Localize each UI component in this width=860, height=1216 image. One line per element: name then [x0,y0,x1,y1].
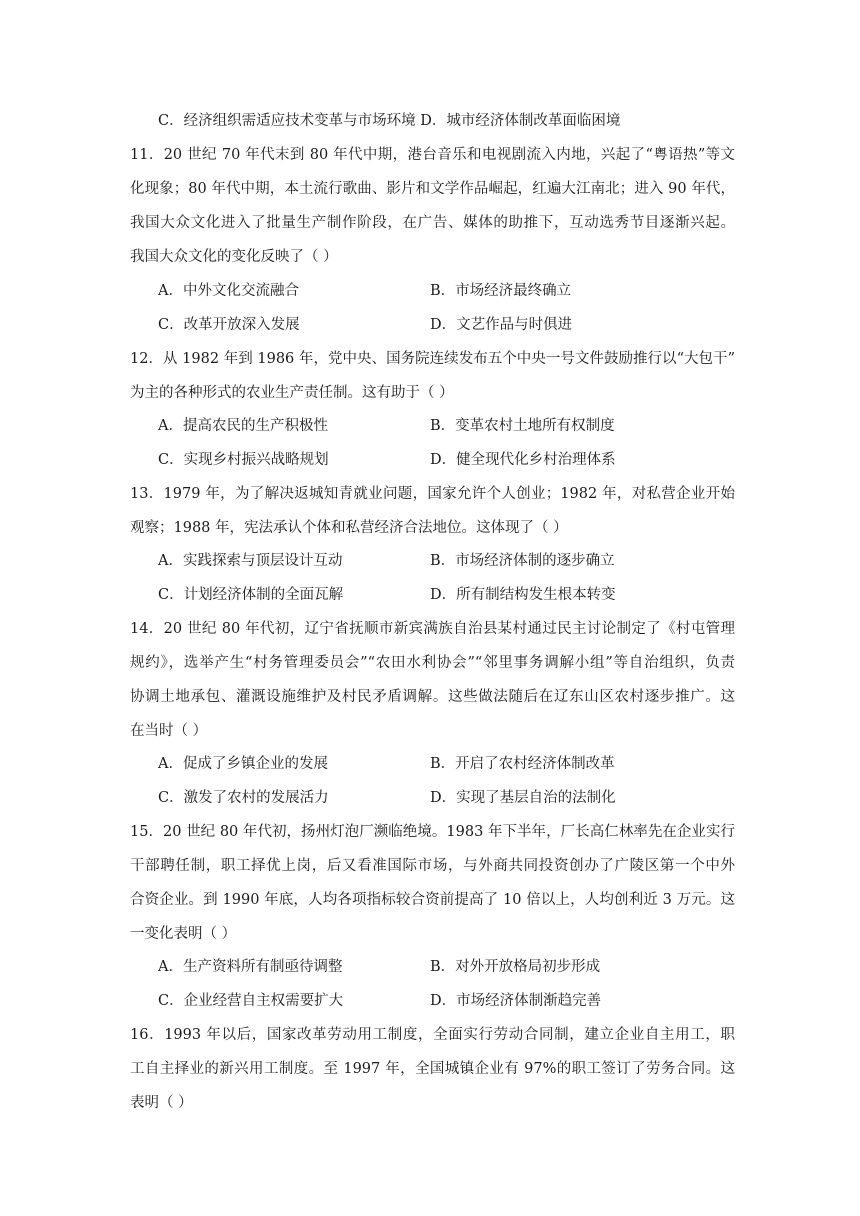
question-11-line-4: 我国大众文化的变化反映了（ ） [130,249,338,265]
question-15-line-4: 一变化表明（ ） [130,926,237,942]
question-13-line-2: 观察；1988 年，宪法承认个体和私营经济合法地位。这体现了（ ） [130,520,568,536]
question-15-option-b: B．对外开放格局初步形成 [430,959,601,975]
question-12-option-b: B．变革农村土地所有权制度 [430,418,615,434]
question-14-option-d: D．实现了基层自治的法制化 [430,790,616,806]
question-15-line-2: 干部聘任制，职工择优上岗，后又看准国际市场，与外商共同投资创办了广陵区第一个中外 [130,858,735,874]
question-12-option-c: C．实现乡村振兴战略规划 [158,452,329,468]
question-14-line-3: 协调土地承包、灌溉设施维护及村民矛盾调解。这些做法随后在辽东山区农村逐步推广。这 [130,689,735,705]
question-13-option-b: B．市场经济体制的逐步确立 [430,553,615,569]
question-15-option-d: D．市场经济体制渐趋完善 [430,993,602,1009]
question-15-option-a: A．生产资料所有制亟待调整 [158,959,343,975]
question-14-option-c: C．激发了农村的发展活力 [158,790,329,806]
question-13-line-1: 13．1979 年，为了解决返城知青就业问题，国家允许个人创业；1982 年，对私营企业开始 [130,486,735,502]
question-11-line-3: 我国大众文化进入了批量生产制作阶段，在广告、媒体的助推下，互动选秀节目逐渐兴起。 [130,215,735,231]
question-12-option-d: D．健全现代化乡村治理体系 [430,452,616,468]
question-11-option-a: A．中外文化交流融合 [158,283,299,299]
question-14-option-b: B．开启了农村经济体制改革 [430,756,615,772]
question-11-option-c: C．改革开放深入发展 [158,317,300,333]
question-11-option-b: B．市场经济最终确立 [430,283,572,299]
question-14-option-a: A．促成了乡镇企业的发展 [158,756,328,772]
question-11-line-2: 化现象；80 年代中期，本土流行歌曲、影片和文学作品崛起，红遍大江南北；进入 90 年代， [130,181,735,197]
question-11-line-1: 11．20 世纪 70 年代末到 80 年代中期，港台音乐和电视剧流入内地，兴起了“粤语热”等文 [130,147,735,163]
question-14-line-2: 规约》，选举产生“村务管理委员会”“农田水利协会”“邻里事务调解小组”等自治组织，负责 [130,655,735,671]
question-15-line-3: 合资企业。到 1990 年底，人均各项指标较合资前提高了 10 倍以上，人均创利近 3 万元。这 [130,892,735,908]
question-16-line-1: 16．1993 年以后，国家改革劳动用工制度，全面实行劳动合同制，建立企业自主用工，职 [130,1027,735,1043]
question-11-option-d: D．文艺作品与时俱进 [430,317,573,333]
question-12-line-1: 12．从 1982 年到 1986 年，党中央、国务院连续发布五个中央一号文件鼓励推行以“大包干” [130,351,735,367]
question-15-line-1: 15．20 世纪 80 年代初，扬州灯泡厂濒临绝境。1983 年下半年，厂长高仁林率先在企业实行 [130,824,735,840]
question-16-line-3: 表明（ ） [130,1095,193,1111]
question-14-line-1: 14．20 世纪 80 年代初，辽宁省抚顺市新宾满族自治县某村通过民主讨论制定了《村屯管理 [130,621,735,637]
question-13-option-a: A．实践探索与顶层设计互动 [158,553,343,569]
question-16-line-2: 工自主择业的新兴用工制度。至 1997 年，全国城镇企业有 97%的职工签订了劳务合同。这 [130,1061,735,1077]
question-13-option-c: C．计划经济体制的全面瓦解 [158,587,344,603]
question-15-option-c: C．企业经营自主权需要扩大 [158,993,344,1009]
option-c-continued: C．经济组织需适应技术变革与市场环境 D．城市经济体制改革面临困境 [158,113,621,129]
question-14-line-4: 在当时（ ） [130,723,208,739]
question-13-option-d: D．所有制结构发生根本转变 [430,587,616,603]
question-12-line-2: 为主的各种形式的农业生产责任制。这有助于（ ） [130,385,454,401]
question-12-option-a: A．提高农民的生产积极性 [158,418,328,434]
